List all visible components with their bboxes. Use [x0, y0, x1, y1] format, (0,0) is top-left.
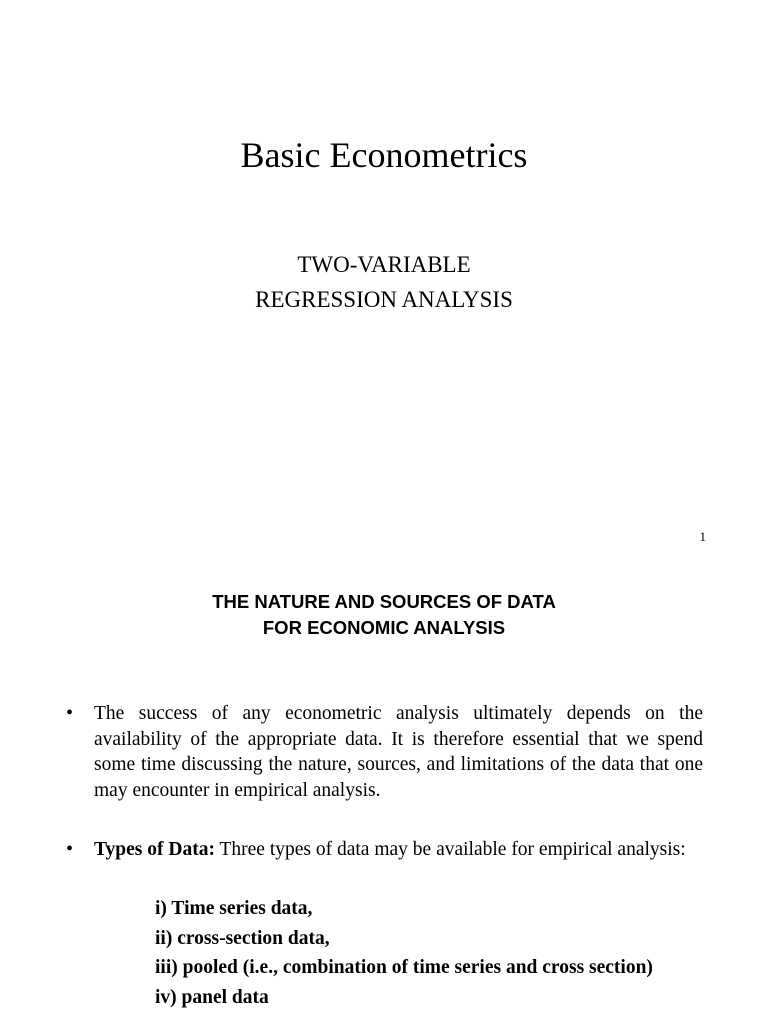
bullet-marker: • — [66, 838, 74, 860]
bullet-body: Three types of data may be available for empirical analysis: — [214, 839, 686, 860]
heading-line-2: FOR ECONOMIC ANALYSIS — [262, 617, 506, 638]
section-heading — [0, 589, 768, 641]
bullet-label: Types of Data: — [94, 839, 215, 860]
list-item: i) Time series data, — [155, 898, 313, 919]
page-number: 1 — [699, 529, 706, 544]
list-item: iii) pooled (i.e., combination of time series and cross section) — [155, 957, 653, 979]
subtitle-line-1: TWO-VARIABLE — [297, 252, 471, 277]
slide-title: Basic Econometrics — [240, 135, 528, 175]
data-types-list — [155, 894, 653, 1012]
slide-subtitle — [0, 247, 768, 317]
bullet-text: The success of any econometric analysis ultimately depends on the availability of the appropriate data. It is therefore essential that we spend some time discussing the nature, sources, and limitations of the data that one may encounter in empirical analysis. — [94, 703, 703, 801]
bullet-marker: • — [66, 702, 74, 724]
bullet-text — [94, 837, 703, 863]
list-item: iv) panel data — [155, 986, 269, 1008]
subtitle-line-2: REGRESSION ANALYSIS — [255, 287, 513, 312]
list-item: ii) cross-section data, — [155, 927, 330, 949]
heading-line-1: THE NATURE AND SOURCES OF DATA — [212, 591, 556, 612]
